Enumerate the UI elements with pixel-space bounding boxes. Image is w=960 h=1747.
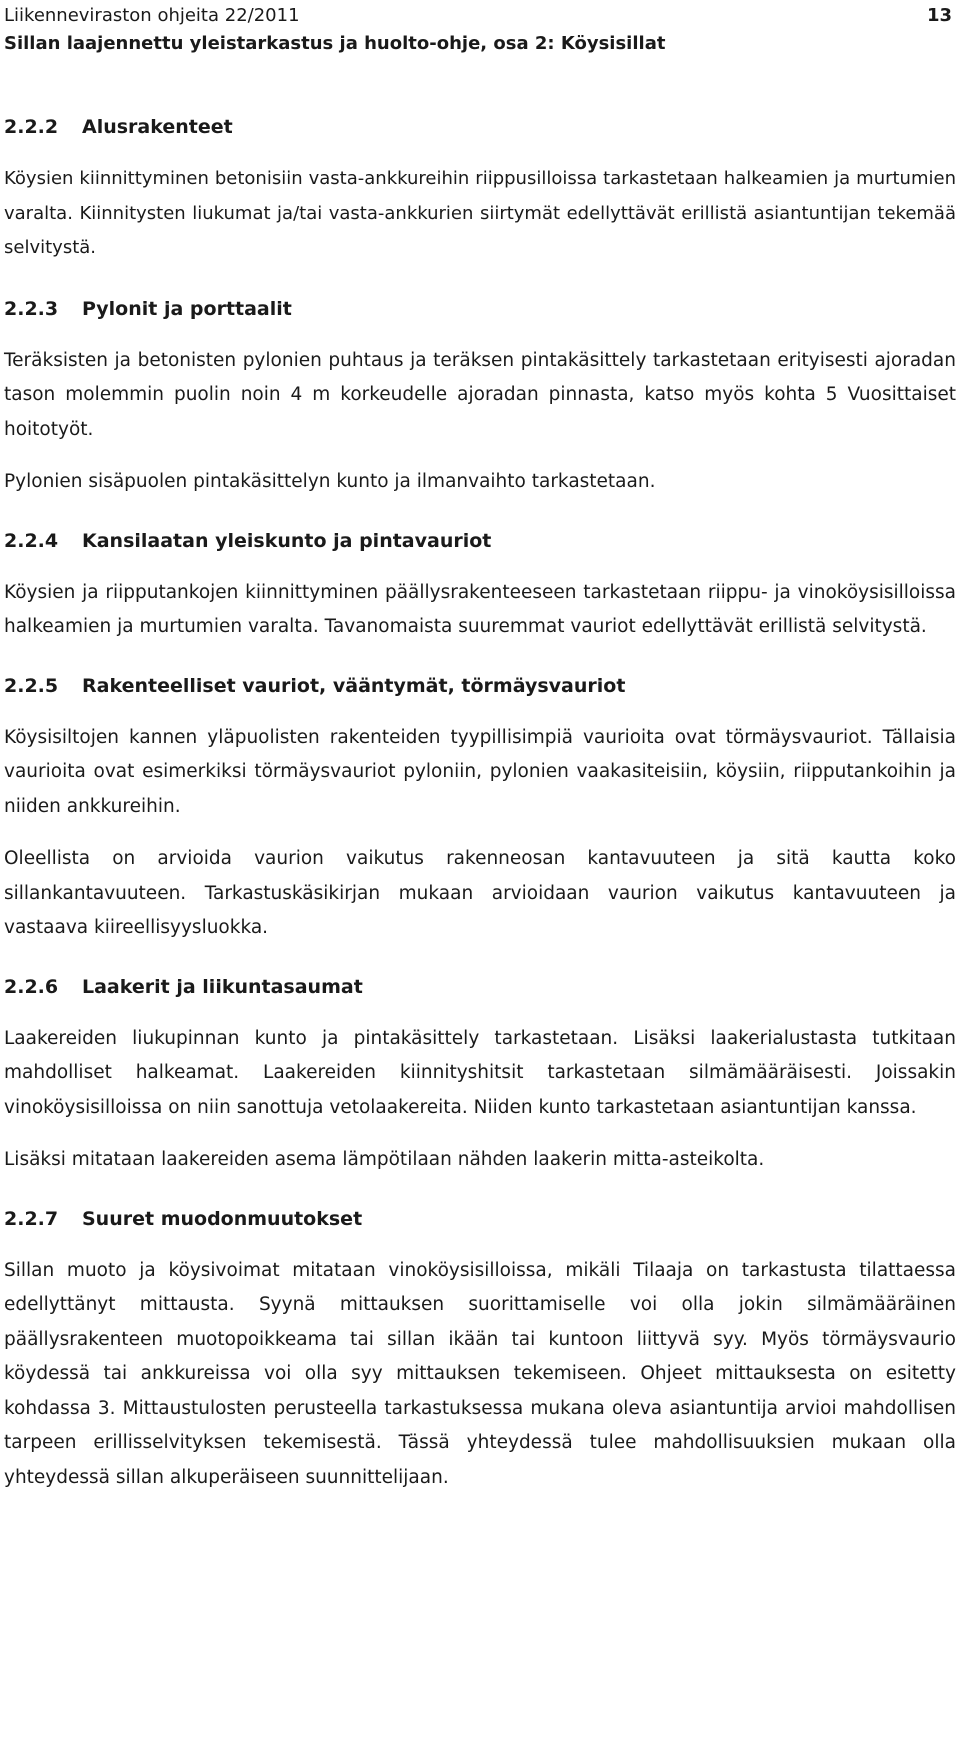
section-number: 2.2.2 — [4, 116, 59, 138]
section-heading — [4, 292, 956, 326]
header-document-title: Sillan laajennettu yleistarkastus ja huolto-ohje, osa 2: Köysisillat — [4, 33, 666, 54]
section-2-2-7 — [4, 1202, 956, 1496]
page-number: 13 — [926, 5, 952, 26]
page-header — [4, 2, 956, 66]
paragraph: Sillan muoto ja köysivoimat mitataan vinoköysisilloissa, mikäli Tilaaja on tarkastusta tilattaessa edellyttänyt mittausta. Syynä mittauksen suorittamiselle voi olla jokin silmämääräinen päällysrakenteen muotopoikkeama tai sillan ikään tai kuntoon liittyvä syy. Myös törmäysvaurio köydessä tai ankkureissa voi olla syy mittauksen tekemiseen. Ohjeet mittauksesta on esitetty kohdassa 3. Mittaustulosten perusteella tarkastuksessa mukana oleva asiantuntija arvioi mahdollisen tarpeen erillisselvityksen tekemisestä. Tässä yhteydessä tulee mahdollisuuksien mukaan olla yhteydessä sillan alkuperäiseen suunnittelijaan. — [4, 1259, 956, 1488]
section-title: Alusrakenteet — [82, 116, 233, 138]
section-number: 2.2.5 — [4, 674, 59, 697]
section-title: Suuret muodonmuutokset — [82, 1207, 363, 1230]
paragraph: Lisäksi mitataan laakereiden asema lämpötilaan nähden laakerin mitta-asteikolta. — [4, 1149, 765, 1170]
section-title: Laakerit ja liikuntasaumat — [82, 975, 363, 998]
section-number: 2.2.4 — [4, 529, 59, 552]
section-number: 2.2.7 — [4, 1207, 59, 1230]
paragraph: Oleellista on arvioida vaurion vaikutus rakenneosan kantavuuteen ja sitä kautta koko sillankantavuuteen. Tarkastuskäsikirjan mukaan arvioidaan vaurion vaikutus kantavuuteen ja vastaava kiireellisyysluokka. — [4, 848, 956, 938]
section-title: Kansilaatan yleiskunto ja pintavauriot — [82, 529, 492, 552]
paragraph: Teräksisten ja betonisten pylonien puhtaus ja teräksen pintakäsittely tarkastetaan erityisesti ajoradan tason molemmin puolin noin 4 m korkeudelle ajoradan pinnasta, katso myös kohta 5 Vuosittaiset hoitotyöt. — [4, 349, 956, 440]
section-title: Rakenteelliset vauriot, vääntymät, törmäysvauriot — [82, 674, 626, 697]
paragraph: Köysien kiinnittyminen betonisiin vasta-ankkureihin riippusilloissa tarkastetaan halkeamien ja murtumien varalta. Kiinnitysten liukumat ja/tai vasta-ankkurien siirtymät edellyttävät erillistä asiantuntijan tekemää selvitystä. — [4, 168, 956, 258]
section-2-2-2 — [4, 110, 956, 266]
section-heading — [4, 669, 956, 703]
section-2-2-3 — [4, 292, 956, 500]
section-heading — [4, 970, 956, 1004]
paragraph: Köysisiltojen kannen yläpuolisten rakenteiden tyypillisimpiä vaurioita ovat törmäysvauriot. Tällaisia vaurioita ovat esimerkiksi törmäysvauriot pyloniin, pylonien vaakasiteisiin, köysiin, riipputankoihin ja niiden ankkureihin. — [4, 726, 956, 817]
paragraph: Köysien ja riipputankojen kiinnittyminen päällysrakenteeseen tarkastetaan riippu- ja vinoköysisilloissa halkeamien ja murtumien varalta. Tavanomaista suuremmat vauriot edellyttävät erillistä selvitystä. — [4, 581, 956, 637]
section-title: Pylonit ja porttaalit — [82, 297, 292, 320]
section-number: 2.2.6 — [4, 975, 59, 998]
header-publication: Liikenneviraston ohjeita 22/2011 — [4, 5, 300, 26]
section-number: 2.2.3 — [4, 297, 59, 320]
section-2-2-6 — [4, 970, 956, 1178]
section-2-2-5 — [4, 669, 956, 946]
paragraph: Laakereiden liukupinnan kunto ja pintakäsittely tarkastetaan. Lisäksi laakerialustasta tutkitaan mahdolliset halkeamat. Laakereiden kiinnityshitsit tarkastetaan silmämääräisesti. Joissakin vinoköysisilloissa on niin sanottuja vetolaakereita. Niiden kunto tarkastetaan asiantuntijan kanssa. — [4, 1027, 956, 1118]
section-heading — [4, 110, 956, 144]
paragraph: Pylonien sisäpuolen pintakäsittelyn kunto ja ilmanvaihto tarkastetaan. — [4, 471, 656, 492]
document-body — [4, 110, 956, 1495]
section-heading — [4, 1202, 956, 1236]
section-heading — [4, 524, 956, 558]
section-2-2-4 — [4, 524, 956, 645]
